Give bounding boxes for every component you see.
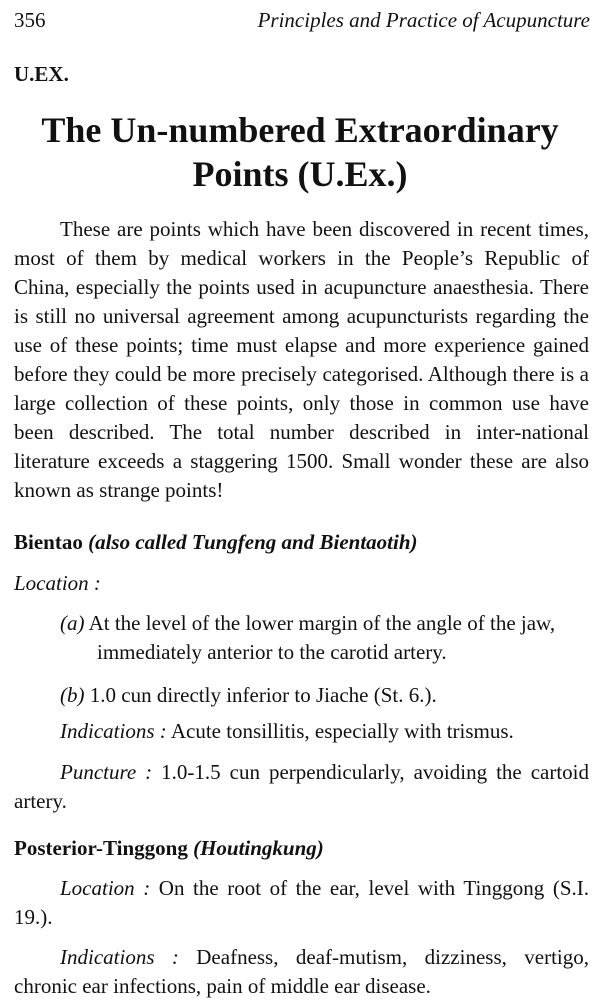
- item-text: At the level of the lower margin of the angle of the jaw, immediately anterior to the carotid artery.: [88, 611, 556, 664]
- point-heading-bientao: [14, 530, 418, 555]
- point-alias: (Houtingkung): [193, 836, 324, 860]
- section-code: U.EX.: [14, 62, 69, 86]
- item-marker: (a): [60, 611, 85, 635]
- chapter-title-line-2: Points (U.Ex.): [192, 154, 408, 194]
- puncture-label: Puncture :: [60, 760, 153, 784]
- chapter-title-line-1: The Un-numbered Extraordinary: [41, 110, 559, 150]
- page-number: 356: [14, 8, 46, 32]
- location-item: [60, 681, 590, 710]
- indications-text: Deafness, deaf-mutism, dizziness, vertigo, chronic ear infections, pain of middle ear disease.: [14, 945, 589, 998]
- puncture-paragraph: [14, 758, 589, 816]
- page-header: [12, 6, 590, 36]
- item-marker: (b): [60, 683, 85, 707]
- indications-label: Indications :: [60, 945, 179, 969]
- point-name: Bientao: [14, 530, 83, 554]
- location-label: Location :: [60, 876, 151, 900]
- indications-paragraph: [14, 717, 589, 746]
- item-text: 1.0 cun directly inferior to Jiache (St. 6.).: [89, 683, 437, 707]
- indications-text: Acute tonsillitis, especially with trismus.: [170, 719, 514, 743]
- location-item: [60, 609, 600, 667]
- point-heading-posterior-tinggong: [14, 836, 324, 861]
- point-name: Posterior-Tinggong: [14, 836, 188, 860]
- location-text: On the root of the ear, level with Tinggong (S.I. 19.).: [14, 876, 590, 929]
- puncture-text: 1.0-1.5 cun perpendicularly, avoiding the cartoid artery.: [14, 760, 590, 813]
- indications-paragraph: [14, 943, 589, 1001]
- running-title: Principles and Practice of Acupuncture: [257, 8, 590, 32]
- location-label: Location :: [14, 571, 101, 595]
- intro-paragraph: These are points which have been discovered in recent times, most of them by medical workers in the People’s Republic of China, especially the points used in acupuncture anaesthesia. There is still no universal agreement among acupuncturists regarding the use of these points; time must elapse and more experience gained before they could be more precisely categorised. Although there is a large collection of these points, only those in common use have been described. The total number described in inter-national literature exceeds a staggering 1500. Small wonder these are also known as strange points!: [14, 217, 589, 502]
- indications-label: Indications :: [60, 719, 167, 743]
- chapter-title: [0, 108, 600, 196]
- location-paragraph: [14, 874, 589, 932]
- point-alias: (also called Tungfeng and Bientaotih): [88, 530, 418, 554]
